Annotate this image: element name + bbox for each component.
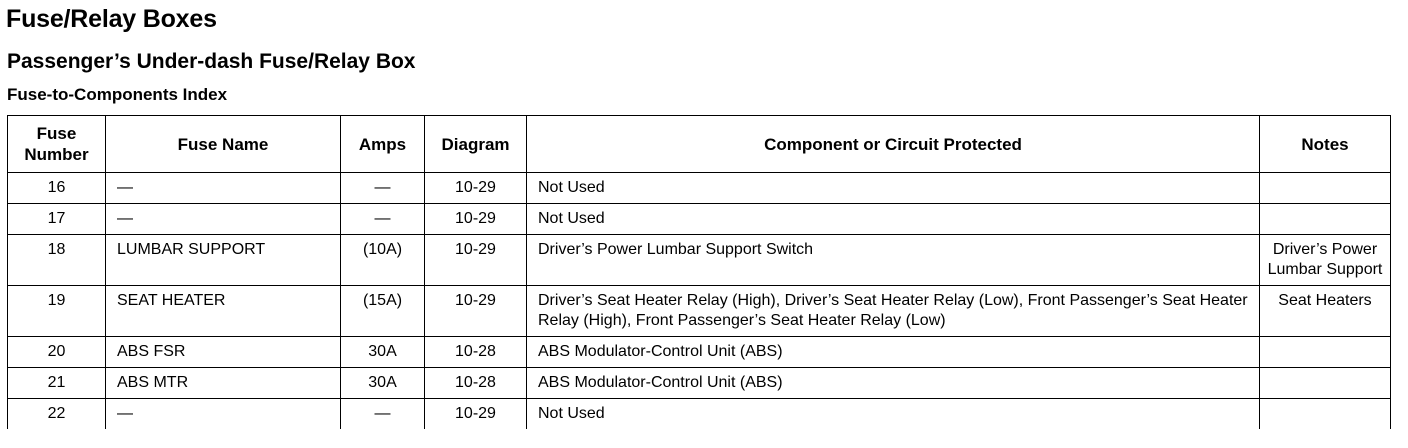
fuse-table [7,115,1391,429]
table-row [8,399,1391,430]
cell-amps: 30A [341,337,425,368]
cell-fuse-number: 22 [8,399,106,430]
cell-fuse-number: 19 [8,286,106,337]
cell-notes [1260,337,1391,368]
cell-fuse-name: SEAT HEATER [106,286,341,337]
cell-amps: — [341,173,425,204]
page-title: Fuse/Relay Boxes [6,5,217,33]
cell-notes [1260,368,1391,399]
cell-diagram: 10-29 [425,235,527,286]
col-header-diagram: Diagram [425,116,527,173]
table-header-row [8,116,1391,173]
col-header-component: Component or Circuit Protected [527,116,1260,173]
cell-diagram: 10-28 [425,368,527,399]
cell-component: ABS Modulator-Control Unit (ABS) [527,368,1260,399]
cell-amps: — [341,399,425,430]
col-header-fuse-number-line2: Number [24,145,89,164]
cell-diagram: 10-29 [425,399,527,430]
cell-notes: Driver’s Power Lumbar Support [1260,235,1391,286]
cell-fuse-name: LUMBAR SUPPORT [106,235,341,286]
cell-component: Not Used [527,173,1260,204]
col-header-fuse-number [8,116,106,173]
cell-fuse-name: ABS FSR [106,337,341,368]
cell-fuse-name: — [106,399,341,430]
cell-fuse-name: — [106,173,341,204]
cell-diagram: 10-28 [425,337,527,368]
cell-fuse-name: — [106,204,341,235]
cell-amps: 30A [341,368,425,399]
table-row [8,286,1391,337]
table-row [8,337,1391,368]
table-row [8,173,1391,204]
cell-diagram: 10-29 [425,204,527,235]
cell-fuse-number: 21 [8,368,106,399]
cell-amps: (10A) [341,235,425,286]
col-header-fuse-name: Fuse Name [106,116,341,173]
table-row [8,204,1391,235]
cell-fuse-number: 20 [8,337,106,368]
cell-notes: Seat Heaters [1260,286,1391,337]
cell-fuse-number: 16 [8,173,106,204]
cell-amps: — [341,204,425,235]
cell-component: Not Used [527,399,1260,430]
cell-fuse-number: 18 [8,235,106,286]
col-header-fuse-number-line1: Fuse [36,124,77,143]
col-header-amps: Amps [341,116,425,173]
section-subtitle: Passenger’s Under-dash Fuse/Relay Box [7,50,416,73]
cell-notes [1260,204,1391,235]
cell-notes [1260,173,1391,204]
cell-fuse-name: ABS MTR [106,368,341,399]
index-heading: Fuse-to-Components Index [7,85,228,104]
cell-component: ABS Modulator-Control Unit (ABS) [527,337,1260,368]
table-body [8,173,1391,430]
table-row [8,368,1391,399]
cell-notes [1260,399,1391,430]
cell-component: Driver’s Seat Heater Relay (High), Driver’s Seat Heater Relay (Low), Front Passenger’s Seat Heater Relay (High), Front Passenger’s Seat Heater Relay (Low) [527,286,1260,337]
cell-component: Driver’s Power Lumbar Support Switch [527,235,1260,286]
cell-fuse-number: 17 [8,204,106,235]
col-header-notes: Notes [1260,116,1391,173]
cell-diagram: 10-29 [425,173,527,204]
cell-amps: (15A) [341,286,425,337]
cell-diagram: 10-29 [425,286,527,337]
cell-component: Not Used [527,204,1260,235]
table-row [8,235,1391,286]
